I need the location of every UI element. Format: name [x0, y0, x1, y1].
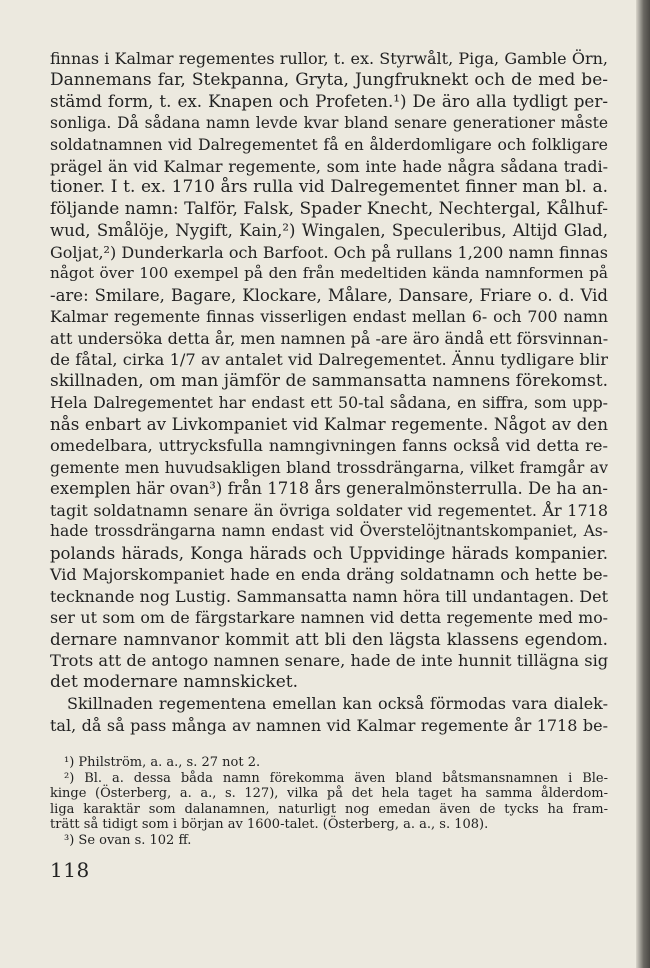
footnote-line: liga karaktär som dalanamnen, naturligt nog emedan även de tycks ha fram-	[50, 801, 608, 817]
footnote-line: ²) Bl. a. dessa båda namn förekomma även bland båtsmansnamnen i Ble-	[64, 770, 608, 786]
body-line: de fåtal, cirka 1/7 av antalet vid Dalregementet. Ännu tydligare blir	[50, 350, 608, 369]
body-line: tioner. I t. ex. 1710 års rulla vid Dalregementet finner man bl. a.	[50, 177, 608, 197]
body-line: hade trossdrängarna namn endast vid Överstelöjtnantskompaniet, As-	[50, 522, 608, 540]
footnote-line: trätt så tidigt som i början av 1600-talet. (Österberg, a. a., s. 108).	[50, 817, 489, 832]
body-line: det modernare namnskicket.	[50, 671, 299, 692]
body-line: wud, Smålöje, Nygift, Kain,²) Wingalen, Speculeribus, Altijd Glad,	[50, 221, 608, 240]
body-line: gemente men huvudsakligen bland trossdrängarna, vilket framgår av	[50, 457, 608, 477]
body-line: Trots att de antogo namnen senare, hade de inte hunnit tillägna sig	[50, 651, 609, 670]
footnote-line: ¹) Philström, a. a., s. 27 not 2.	[64, 755, 261, 770]
body-line: prägel än vid Kalmar regemente, som inte hade några sådana tradi-	[50, 156, 608, 176]
body-line: omedelbara, uttrycksfulla namngivningen fanns också vid detta re-	[50, 436, 608, 455]
page-number: 118	[50, 858, 90, 882]
footnote-line: kinge (Österberg, a. a., s. 127), vilka på det hela taget ha samma ålderdom-	[50, 786, 608, 801]
footnotes	[50, 755, 608, 848]
body-line: Dannemans far, Stekpanna, Gryta, Jungfruknekt och de med be-	[50, 69, 608, 90]
body-line: att undersöka detta år, men namnen på -are äro ändå ett försvinnan-	[50, 328, 609, 348]
body-line: exemplen här ovan³) från 1718 års generalmönsterrulla. De ha an-	[50, 479, 609, 498]
body-line: tecknande nog Lustig. Sammansatta namn höra till undantagen. Det	[50, 586, 608, 606]
body-line: sonliga. Då sådana namn levde kvar bland senare generationer måste	[50, 113, 608, 132]
body-line: finnas i Kalmar regementes rullor, t. ex. Styrwålt, Piga, Gamble Örn,	[50, 49, 608, 68]
page-binding-edge	[636, 0, 650, 968]
body-line: -are: Smilare, Bagare, Klockare, Målare, Dansare, Friare o. d. Vid	[50, 285, 608, 305]
body-line: polands härads, Konga härads och Uppvidinge härads kompanier.	[50, 543, 608, 563]
body-line: nås enbart av Livkompaniet vid Kalmar regemente. Något av den	[50, 413, 608, 434]
body-line: Vid Majorskompaniet hade en enda dräng soldatnamn och hette be-	[50, 565, 608, 584]
body-text	[50, 48, 608, 736]
footnote-line: ³) Se ovan s. 102 ff.	[64, 832, 192, 848]
body-line: Skillnaden regementena emellan kan också förmodas vara dialek-	[67, 694, 608, 713]
body-line: ser ut som om de färgstarkare namnen vid detta regemente med mo-	[50, 608, 608, 627]
body-line: soldatnamnen vid Dalregementet få en ålderdomligare och folkligare	[50, 135, 608, 154]
body-line: tal, då så pass många av namnen vid Kalmar regemente år 1718 be-	[50, 715, 608, 735]
body-line: Hela Dalregementet har endast ett 50-tal sådana, en siffra, som upp-	[50, 393, 608, 412]
body-line: skillnaden, om man jämför de sammansatta namnens förekomst.	[50, 370, 608, 391]
body-line: tagit soldatnamn senare än övriga soldater vid regementet. År 1718	[50, 500, 608, 520]
body-line: följande namn: Talför, Falsk, Spader Knecht, Nechtergal, Kålhuf-	[50, 198, 608, 219]
body-line: stämd form, t. ex. Knapen och Profeten.¹) De äro alla tydligt per-	[50, 91, 608, 111]
body-line: dernare namnvanor kommit att bli den lägsta klassens egendom.	[50, 628, 608, 649]
body-line: Goljat,²) Dunderkarla och Barfoot. Och på rullans 1,200 namn finnas	[50, 242, 608, 262]
body-line: Kalmar regemente finnas visserligen endast mellan 6- och 700 namn	[50, 307, 608, 326]
body-line: något över 100 exempel på den från medeltiden kända namnformen på	[50, 264, 608, 282]
